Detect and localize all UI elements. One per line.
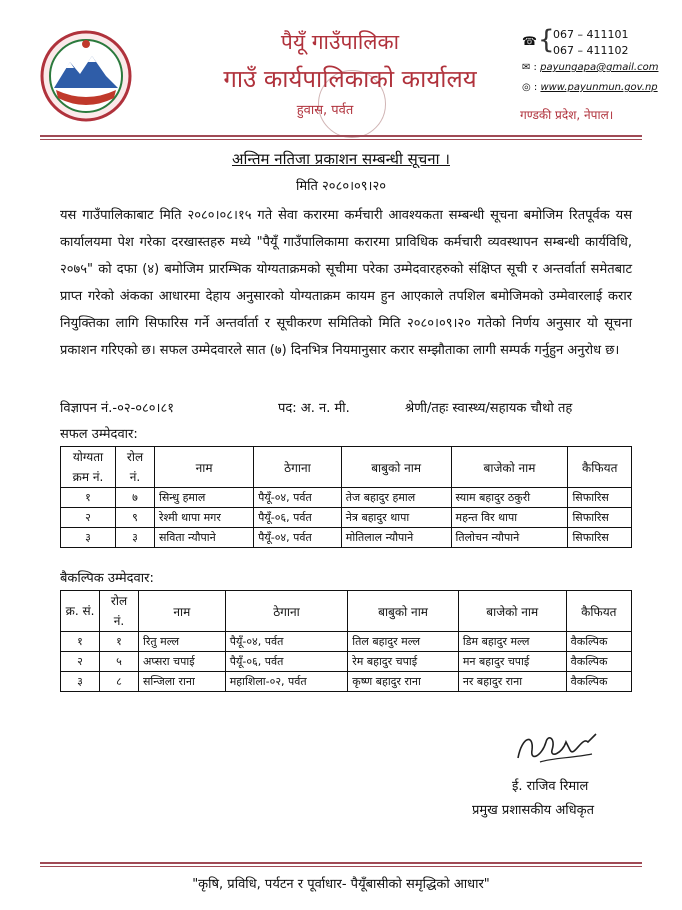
column-header: ठेगाना	[225, 591, 348, 632]
cell-roll: ९	[116, 508, 155, 528]
phone-number-2: 067 – 411102	[553, 44, 629, 57]
cell-name: रेश्मी थापा मगर	[155, 508, 254, 528]
cell-grandfather: डिम बहादुर मल्ल	[458, 632, 566, 652]
cell-remarks: वैकल्पिक	[566, 672, 631, 692]
cell-remarks: वैकल्पिक	[566, 652, 631, 672]
table-row	[61, 508, 632, 528]
successful-candidates-table	[60, 446, 632, 548]
column-header: बाजेको नाम	[458, 591, 566, 632]
successful-candidates-heading: सफल उम्मेदवार:	[60, 427, 138, 442]
footer-slogan: "कृषि, प्रविधि, पर्यटन र पूर्वाधार- पैयूँबासीको समृद्धिको आधार"	[192, 877, 490, 892]
column-header: कैफियत	[568, 447, 632, 488]
cell-serial: २	[61, 652, 100, 672]
cell-address: पैयूँ-०४, पर्वत	[254, 528, 342, 548]
cell-serial: १	[61, 632, 100, 652]
column-header: बाजेको नाम	[451, 447, 568, 488]
website-address: www.payunmun.gov.np	[540, 82, 658, 93]
signer-name: ई. राजिव रिमाल	[512, 779, 589, 794]
footer-divider-thin	[40, 866, 642, 867]
cell-name: सिन्धु हमाल	[155, 488, 254, 508]
table-row	[61, 528, 632, 548]
email-icon: ✉ :	[522, 62, 541, 73]
cell-father: तेज बहादुर हमाल	[341, 488, 451, 508]
column-header: नाम	[139, 591, 226, 632]
cell-father: तिल बहादुर मल्ल	[348, 632, 459, 652]
column-header: नाम	[155, 447, 254, 488]
cell-remarks: सिफारिस	[568, 508, 632, 528]
website-line	[522, 82, 658, 93]
cell-serial: ३	[61, 672, 100, 692]
cell-father: कृष्ण बहादुर राना	[348, 672, 459, 692]
cell-address: पैयूँ-०४, पर्वत	[225, 632, 348, 652]
header-divider	[40, 135, 642, 137]
column-header: योग्यता क्रम नं.	[61, 447, 116, 488]
notice-paragraph: यस गाउँपालिकाबाट मिति २०८०।०८।१५ गते सेवा करारमा कर्मचारी आवश्यकता सम्बन्धी सूचना बमोजिम रितपूर्वक यस कार्यालयमा पेश गरेका दरखास्तहरु मध्ये "पैयूँ गाउँपालिकामा करारमा प्राविधिक कर्मचारी व्यवस्थापन सम्बन्धी कार्यविधि, २०७५" को दफा (४) बमोजिम प्रारम्भिक योग्यताक्रमको सूचीमा परेका उम्मेदवारहरुको संक्षिप्त सूची र अन्तर्वार्ता समेतबाट प्राप्त गरेको अंकका आधारमा देहाय अनुसारको योग्यताक्रम कायम हुन आएकाले तपशिल बमोजिमको उम्मेवारलाई करार नियुक्तिका लागि सिफारिस गर्ने अन्तर्वार्ता र सूचीकरण समितिको मिति २०८०।०९।२० गतेको निर्णय अनुसार यो सूचना प्रकाशन गरिएको छ। सफल उम्मेदवारले सात (७) दिनभित्र नियमानुसार करार सम्झौताका लागी सम्पर्क गर्नुहुन अनुरोध छ।	[60, 208, 632, 358]
cell-father: मोतिलाल न्यौपाने	[341, 528, 451, 548]
nepal-emblem-logo	[40, 30, 132, 122]
table-header-row	[61, 591, 632, 632]
cell-grandfather: मन बहादुर चपाई	[458, 652, 566, 672]
advertisement-number: विज्ञापन नं.-०२-०८०।८१	[60, 401, 175, 416]
cell-remarks: सिफारिस	[568, 528, 632, 548]
cell-name: सन्जिला राना	[139, 672, 226, 692]
cell-rank: ३	[61, 528, 116, 548]
cell-roll: ५	[100, 652, 139, 672]
cell-address: पैयूँ-०६, पर्वत	[254, 508, 342, 528]
level-label: श्रेणी/तहः स्वास्थ्य/सहायक चौथो तह	[405, 401, 573, 416]
cell-rank: १	[61, 488, 116, 508]
cell-address: महाशिला-०२, पर्वत	[225, 672, 348, 692]
cell-grandfather: नर बहादुर राना	[458, 672, 566, 692]
office-address: हुवास, पर्वत	[296, 103, 354, 118]
cell-name: सविता न्यौपाने	[155, 528, 254, 548]
cell-roll: ८	[100, 672, 139, 692]
brace-icon: {	[538, 25, 555, 55]
alternate-candidates-table	[60, 590, 632, 692]
column-header: रोल नं.	[116, 447, 155, 488]
post-label: पद: अ. न. मी.	[278, 401, 350, 416]
alternate-candidates-heading: बैकल्पिक उम्मेदवार:	[60, 571, 154, 586]
column-header: बाबुको नाम	[341, 447, 451, 488]
email-line	[522, 62, 658, 73]
cell-remarks: वैकल्पिक	[566, 632, 631, 652]
notice-title: अन्तिम नतिजा प्रकाशन सम्बन्धी सूचना ।	[232, 150, 450, 168]
column-header: ठेगाना	[254, 447, 342, 488]
column-header: बाबुको नाम	[348, 591, 459, 632]
cell-grandfather: महन्त विर थापा	[451, 508, 568, 528]
province-label: गण्डकी प्रदेश, नेपाल।	[520, 108, 614, 122]
globe-icon: ◎ :	[522, 82, 541, 93]
office-name-line1: पैयूँ गाउँपालिका	[280, 30, 400, 54]
cell-grandfather: तिलोचन न्यौपाने	[451, 528, 568, 548]
handwritten-signature	[512, 728, 602, 768]
cell-name: अप्सरा चपाई	[139, 652, 226, 672]
email-address: payungapa@gmail.com	[540, 62, 659, 73]
cell-rank: २	[61, 508, 116, 528]
table-row	[61, 632, 632, 652]
table-row	[61, 652, 632, 672]
cell-father: नेत्र बहादुर थापा	[341, 508, 451, 528]
cell-address: पैयूँ-०६, पर्वत	[225, 652, 348, 672]
table-header-row	[61, 447, 632, 488]
table-row	[61, 488, 632, 508]
header-divider-thin	[40, 139, 642, 140]
phone-icon: ☎	[522, 34, 537, 48]
cell-grandfather: स्याम बहादुर ठकुरी	[451, 488, 568, 508]
cell-name: रितु मल्ल	[139, 632, 226, 652]
notice-date: मिति २०८०।०९।२०	[296, 179, 386, 194]
signer-designation: प्रमुख प्रशासकीय अधिकृत	[472, 803, 595, 818]
footer-divider	[40, 862, 642, 864]
office-name-line2: गाउँ कार्यपालिकाको कार्यालय	[223, 65, 477, 93]
column-header: कैफियत	[566, 591, 631, 632]
cell-address: पैयूँ-०४, पर्वत	[254, 488, 342, 508]
cell-remarks: सिफारिस	[568, 488, 632, 508]
cell-roll: ३	[116, 528, 155, 548]
table-row	[61, 672, 632, 692]
column-header: क्र. सं.	[61, 591, 100, 632]
cell-father: रेम बहादुर चपाई	[348, 652, 459, 672]
cell-roll: ७	[116, 488, 155, 508]
cell-roll: १	[100, 632, 139, 652]
phone-number-1: 067 – 411101	[553, 28, 629, 41]
column-header: रोल नं.	[100, 591, 139, 632]
